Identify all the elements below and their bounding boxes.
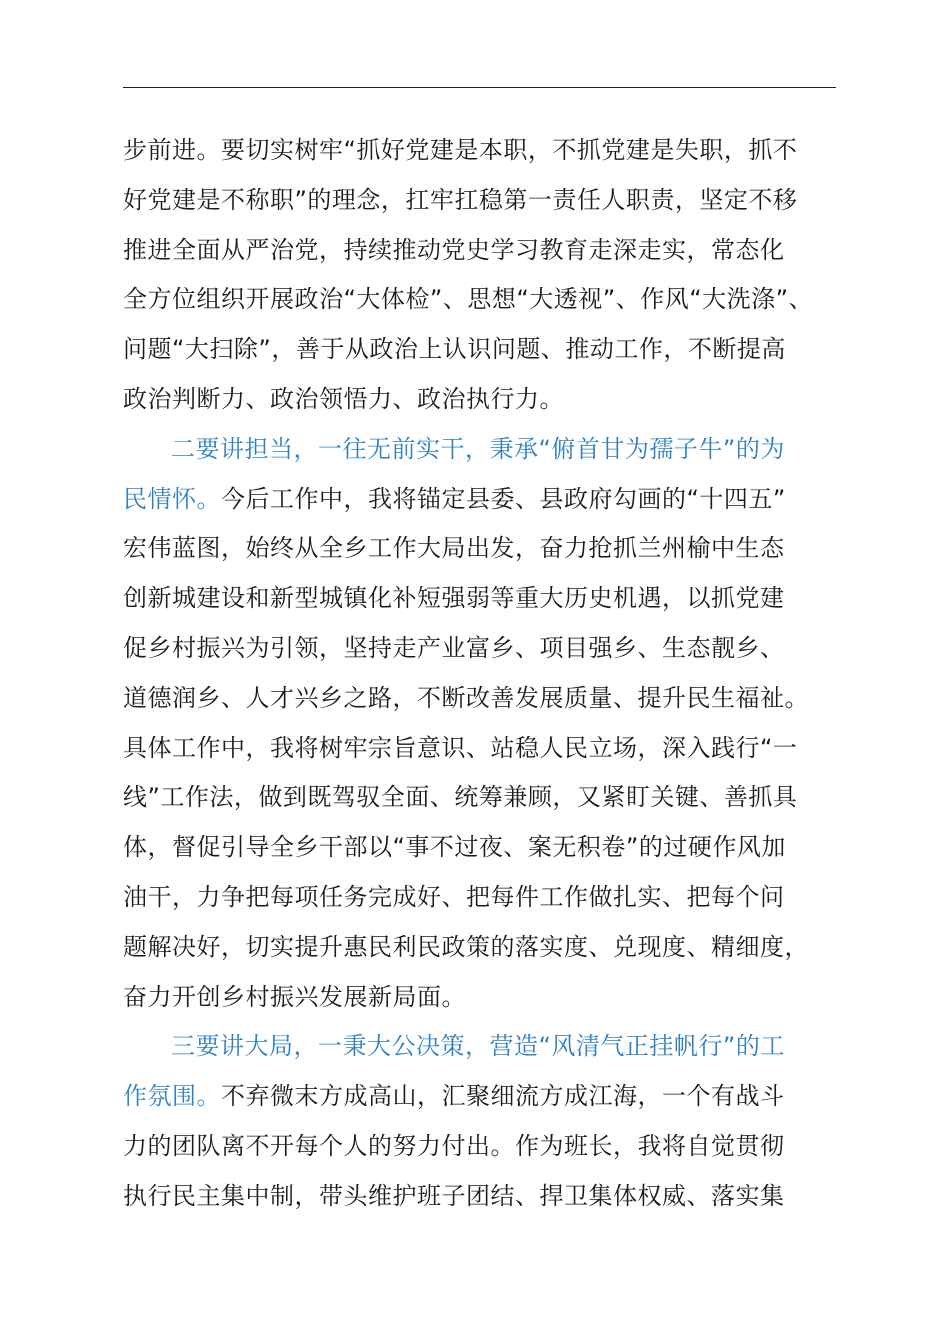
text-line: 创新城建设和新型城镇化补短强弱等重大历史机遇，以抓党建 bbox=[123, 584, 785, 613]
section-heading-3-cont: 作氛围。 bbox=[123, 1082, 221, 1111]
section-heading-line bbox=[123, 425, 843, 475]
section-heading-line bbox=[123, 1022, 843, 1072]
text-line: 执行民主集中制，带头维护班子团结、捍卫集体权威、落实集 bbox=[123, 1181, 785, 1210]
text-run: 不弃微末方成高山，汇聚细流方成江海，一个有战斗 bbox=[221, 1082, 785, 1111]
text-line: 推进全面从严治党，持续推动党史学习教育走深走实，常态化 bbox=[123, 235, 785, 264]
text-line: 道德润乡、人才兴乡之路，不断改善发展质量、提升民生福祉。 bbox=[123, 683, 809, 712]
text-line: 油干，力争把每项任务完成好、把每件工作做扎实、把每个问 bbox=[123, 882, 785, 911]
text-line: 奋力开创乡村振兴发展新局面。 bbox=[123, 982, 466, 1011]
section-heading-line bbox=[123, 1072, 843, 1122]
text-line: 问题“大扫除”，善于从政治上认识问题、推动工作，不断提高 bbox=[123, 335, 786, 364]
section-heading-3: 三要讲大局，一秉大公决策，营造“风清气正挂帆行”的工 bbox=[171, 1032, 785, 1061]
document-body bbox=[123, 126, 843, 1222]
text-run: 今后工作中，我将锚定县委、县政府勾画的“十四五” bbox=[221, 484, 786, 513]
header-rule bbox=[123, 87, 836, 88]
text-line: 力的团队离不开每个人的努力付出。作为班长，我将自觉贯彻 bbox=[123, 1131, 785, 1160]
text-line: 政治判断力、政治领悟力、政治执行力。 bbox=[123, 384, 564, 413]
text-line: 线”工作法，做到既驾驭全面、统筹兼顾，又紧盯关键、善抓具 bbox=[123, 783, 798, 812]
text-line: 宏伟蓝图，始终从全乡工作大局出发，奋力抢抓兰州榆中生态 bbox=[123, 534, 785, 563]
text-line: 具体工作中，我将树牢宗旨意识、站稳人民立场，深入践行“一 bbox=[123, 733, 798, 762]
text-line: 体，督促引导全乡干部以“事不过夜、案无积卷”的过硬作风加 bbox=[123, 833, 786, 862]
section-heading-2: 二要讲担当，一往无前实干，秉承“俯首甘为孺子牛”的为 bbox=[171, 434, 785, 463]
section-heading-2-cont: 民情怀。 bbox=[123, 484, 221, 513]
text-line: 步前进。要切实树牢“抓好党建是本职，不抓党建是失职，抓不 bbox=[123, 136, 798, 164]
section-heading-line bbox=[123, 475, 843, 525]
text-line: 促乡村振兴为引领，坚持走产业富乡、项目强乡、生态靓乡、 bbox=[123, 633, 785, 662]
text-line: 全方位组织开展政治“大体检”、思想“大透视”、作风“大洗涤”、 bbox=[123, 285, 814, 314]
text-line: 好党建是不称职”的理念，扛牢扛稳第一责任人职责，坚定不移 bbox=[123, 185, 798, 214]
text-line: 题解决好，切实提升惠民利民政策的落实度、兑现度、精细度， bbox=[123, 932, 809, 961]
